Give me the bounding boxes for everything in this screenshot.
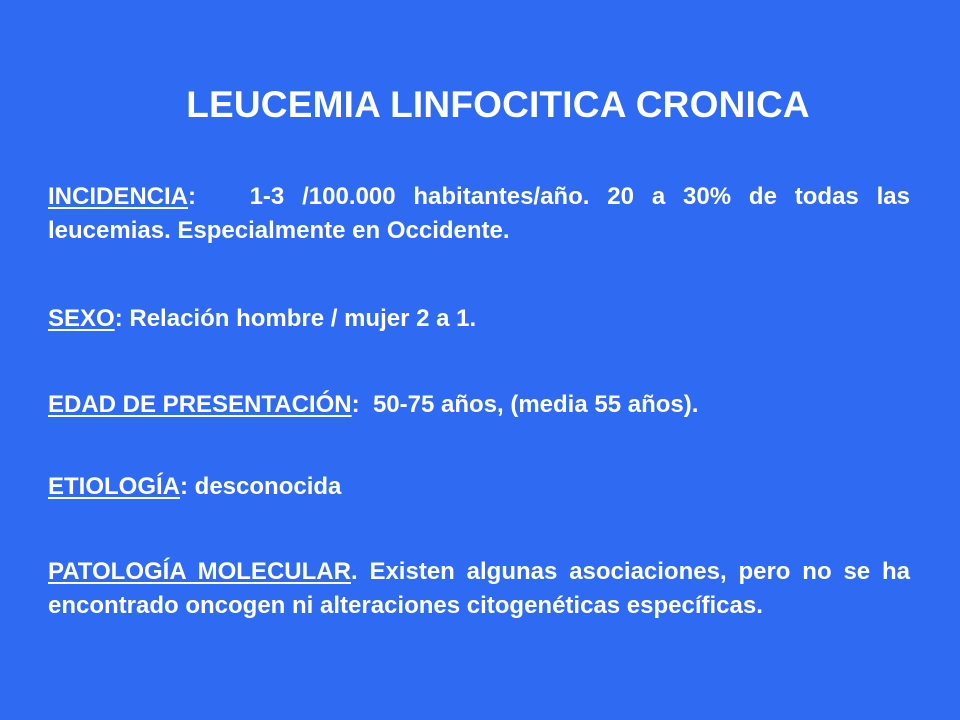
incidencia-separator: : — [188, 183, 197, 210]
etiologia-label: ETIOLOGÍA — [48, 473, 180, 500]
sexo-label: SEXO — [48, 305, 115, 332]
sexo-separator: : — [114, 305, 123, 332]
sexo-text: Relación hombre / mujer 2 a 1. — [129, 305, 477, 332]
slide-title: LEUCEMIA LINFOCITICA CRONICA — [186, 84, 810, 125]
edad-separator: : — [351, 391, 360, 418]
patologia-paragraph — [48, 555, 910, 623]
patologia-text: Existen algunas asociaciones, pero no se ha encontrado oncogen ni alteraciones citogenéticas específicas. — [48, 558, 910, 619]
etiologia-separator: : — [180, 473, 188, 500]
edad-paragraph — [48, 388, 910, 422]
incidencia-paragraph — [48, 180, 910, 248]
patologia-label: PATOLOGÍA MOLECULAR — [48, 558, 351, 585]
etiologia-paragraph — [48, 470, 910, 504]
sexo-paragraph — [48, 302, 910, 336]
edad-text: 50-75 años, (media 55 años). — [372, 391, 699, 418]
edad-label: EDAD DE PRESENTACIÓN — [48, 391, 352, 418]
incidencia-label: INCIDENCIA — [48, 183, 189, 210]
patologia-separator: . — [350, 558, 358, 585]
incidencia-text: 1-3 /100.000 habitantes/año. 20 a 30% de todas las leucemias. Especialmente en Occidente. — [48, 183, 910, 244]
etiologia-text: desconocida — [194, 473, 342, 500]
